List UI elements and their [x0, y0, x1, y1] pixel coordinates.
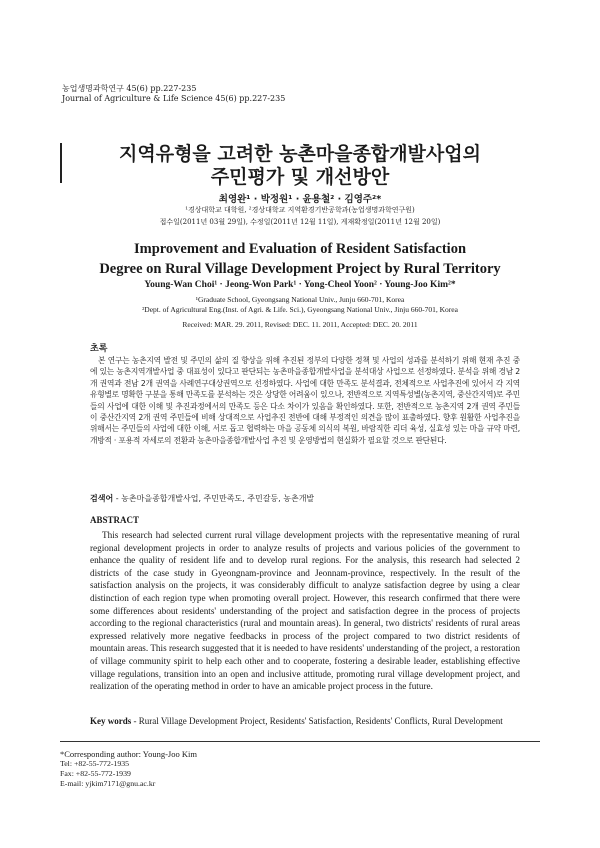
authors-ko: 최영완¹ · 박정원¹ · 윤용철² · 김영주²*: [218, 194, 382, 205]
abstract-en-body: This research had selected current rural village development projects with the representative meaning of rural regional development projects in order to analyze results of projects and various policies of the government to enhance the quality of resident life and to develop rural regions. For the analysis, this research had selected 2 districts of the case study in Gyeongnam-province and Jeonnam-province, respectively. In the result of the satisfaction analysis on the projects, it was considerably difficult to analyze satisfaction degree by using a clear distinction of each region type when promoting overall project. However, this research confirmed that there were some differences about residents' understanding of the project and satisfaction degree in the process of projects according to the regional characteristics (rural and mountain areas). In general, two districts' residents of rural areas expressed relatively more negative feedbacks in process of the project compared to two district residents of mountain areas. This research suggested that it is needed to have residents' understanding of the project, a restoration of village community spirit to help each other and to cooperate, fostering a desirable leader, establishing effective village regulations, transition into an open and inclusive attitude, promoting rural village development project, and realization of the operating method in order to have an amicable project process in the future.: [90, 530, 520, 692]
affiliation-en-line1: ¹Graduate School, Gyeongsang National Univ., Junju 660-701, Korea: [195, 295, 405, 304]
keywords-ko-label: 검색어: [90, 494, 114, 503]
dates-en: Received: MAR. 29. 2011, Revised: DEC. 11. 2011, Accepted: DEC. 20. 2011: [182, 320, 418, 329]
keywords-en: [90, 716, 520, 726]
journal-line-en: Journal of Agriculture & Life Science 45(6) pp.227-235: [62, 94, 286, 103]
contact-email[interactable]: E-mail: yjkim7171@gnu.ac.kr: [60, 779, 156, 788]
title-ko-line2: 주민평가 및 개선방안: [210, 166, 390, 188]
title-ko-line1: 지역유형을 고려한 농촌마을종합개발사업의: [119, 143, 481, 165]
journal-citation: [62, 84, 285, 104]
abstract-ko-body: 본 연구는 농촌지역 발전 및 주민의 삶의 질 향상을 위해 추진된 정부의 다양한 정책 및 사업의 성과를 분석하기 위해 현재 추진 중에 있는 농촌지역개발사업 중 대표성이 있다고 판단되는 농촌마을종합개발사업을 분석대상 사업으로 선정하였다. 분석을 위해 경남 2개 권역과 전남 2개 권역을 사례연구대상권역으로 선정하였다. 사업에 대한 만족도 분석결과, 전체적으로 사업추진에 있어서 각 지역유형별로 명확한 구분을 통해 만족도를 분석하는 것은 상당한 어려움이 있으나, 전반적으로 지역특성별(농촌지역, 중산간지역)로 주민들의 사업에 대한 이해 및 추진과정에서의 만족도 등은 다소 차이가 있음을 확인하였다. 또한, 전반적으로 농촌지역 2개 권역 주민들이 중산간지역 2개 권역 주민들에 비해 상대적으로 사업추진 전반에 대해 부정적인 의견을 많이 표출하였다. 향후 원활한 사업추진을 위해서는 주민들의 사업에 대한 이해, 서로 돕고 협력하는 마을 공동체 의식의 복원, 바람직한 리더 육성, 실효성 있는 마을 규약 마련, 개방적 · 포용적 자세로의 전환과 농촌마을종합개발사업 추진 및 운영방법의 현실화가 필요할 것으로 판단된다.: [90, 356, 520, 445]
abstract-ko-heading: 초록: [90, 344, 108, 354]
title-en-line1: Improvement and Evaluation of Resident Satisfaction: [133, 241, 467, 257]
footnote-divider: [60, 741, 540, 742]
affiliation-ko: ¹경상대학교 대학원, ²경상대학교 지역환경기반공학과(농업생명과학연구원): [185, 206, 415, 214]
keywords-ko-text: - 농촌마을종합개발사업, 주민만족도, 주민갈등, 농촌개발: [113, 494, 315, 503]
corresponding-author: *Corresponding author: Young-Joo Kim: [60, 749, 197, 759]
keywords-en-label: Key words: [90, 716, 132, 726]
affiliation-en-line2: ²Dept. of Agricultural Eng.(Inst. of Agri. & Life. Sci.), Gyeongsang National Univ., Jinju 660-701, Korea: [142, 305, 458, 314]
journal-line-ko: 농업생명과학연구 45(6) pp.227-235: [62, 84, 197, 93]
title-en-line2: Degree on Rural Village Development Project by Rural Territory: [99, 261, 501, 277]
contact-tel: Tel: +82-55-772-1935: [60, 759, 130, 768]
abstract-en-heading: ABSTRACT: [90, 515, 140, 525]
keywords-ko: [90, 493, 314, 504]
dates-ko: 접수일(2011년 03월 29일), 수정일(2011년 12월 11일), 게재확정일(2011년 12월 20일): [159, 218, 441, 226]
authors-en: Young-Wan Choi¹ · Jeong-Won Park¹ · Yong-Cheol Yoon² · Young-Joo Kim²*: [144, 280, 456, 290]
keywords-en-text: - Rural Village Development Project, Residents' Satisfaction, Residents' Conflicts, Rural Development: [131, 716, 503, 726]
contact-fax: Fax: +82-55-772-1939: [60, 769, 131, 778]
corresponding-author-block: [60, 749, 197, 789]
